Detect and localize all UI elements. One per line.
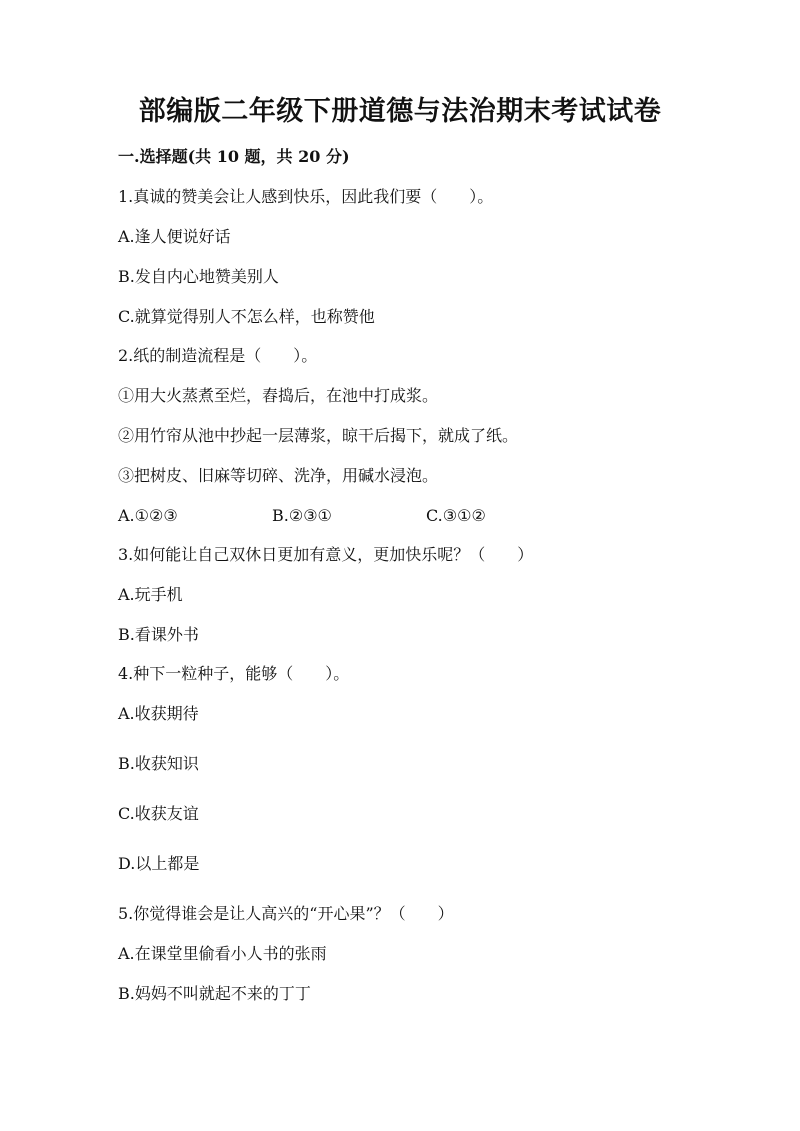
question-1-option-c: C.就算觉得别人不怎么样，也称赞他 [118,307,375,326]
question-5-option-a: A.在课堂里偷看小人书的张雨 [118,944,327,963]
question-2-option-c: C.③①② [426,506,486,525]
question-3-option-b: B.看课外书 [118,625,199,644]
section-heading: 一.选择题(共 10 题，共 20 分) [118,147,350,166]
question-5-stem: 5.你觉得谁会是让人高兴的“开心果”？（ ） [118,904,454,923]
question-3-stem: 3.如何能让自己双休日更加有意义，更加快乐呢？（ ） [118,545,534,564]
question-4-stem: 4.种下一粒种子，能够（ ）。 [118,664,350,683]
question-5-option-b: B.妈妈不叫就起不来的丁丁 [118,984,311,1003]
question-2-step-1: ①用大火蒸煮至烂，舂捣后，在池中打成浆。 [118,386,439,405]
question-4-option-d: D.以上都是 [118,854,200,873]
question-2-option-b: B.②③① [272,506,332,525]
question-3-option-a: A.玩手机 [118,585,183,604]
question-4-option-c: C.收获友谊 [118,804,199,823]
exam-title: 部编版二年级下册道德与法治期末考试试卷 [138,96,662,127]
question-1-stem: 1.真诚的赞美会让人感到快乐，因此我们要（ ）。 [118,187,494,206]
question-4-option-a: A.收获期待 [118,704,199,723]
question-2-step-2: ②用竹帘从池中抄起一层薄浆，晾干后揭下，就成了纸。 [118,426,519,445]
question-2-stem: 2.纸的制造流程是（ ）。 [118,346,318,365]
question-4-option-b: B.收获知识 [118,754,199,773]
question-2-option-a: A.①②③ [118,506,178,525]
question-1-option-b: B.发自内心地赞美别人 [118,267,279,286]
question-2-step-3: ③把树皮、旧麻等切碎、洗净，用碱水浸泡。 [118,466,439,485]
question-1-option-a: A.逢人便说好话 [118,227,231,246]
